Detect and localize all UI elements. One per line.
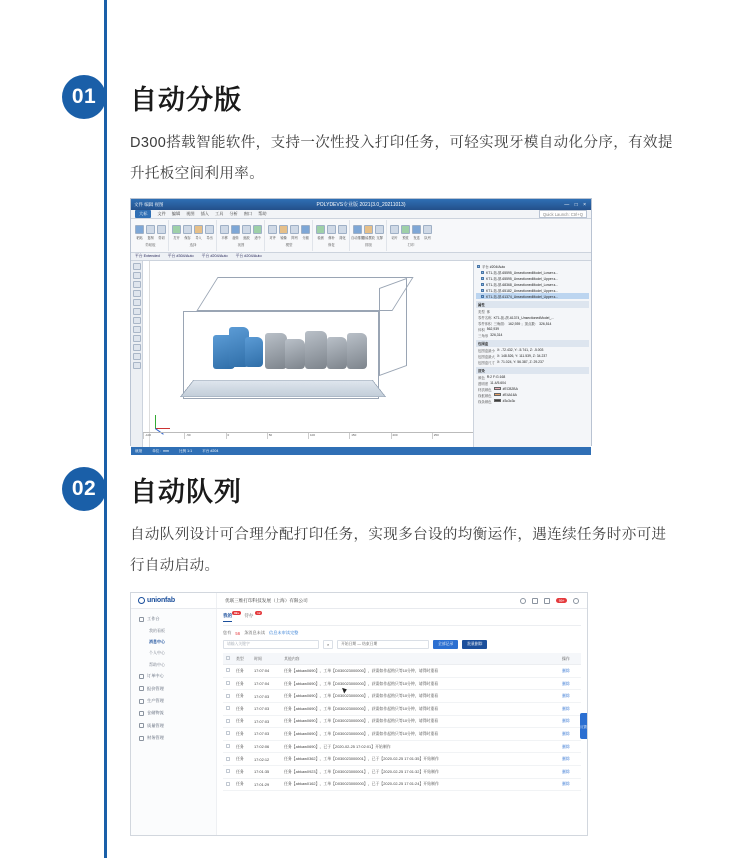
tool-icon-scale[interactable] (133, 290, 141, 297)
row-type: 任务 (233, 690, 251, 703)
webapp-header (131, 593, 587, 609)
swatch-wireframe-color[interactable] (494, 393, 501, 396)
ribbon-icon-paste[interactable]: 粘贴 (135, 225, 144, 241)
bbox-row-1: 包围盒最大 X: 148.526, Y: 111.539, Z: 34.237 (478, 353, 548, 359)
ribbon-icon-preview[interactable]: 预览 (401, 225, 410, 241)
row-content: 任务【abkaw0923】，工单【D030023000001】，已于【2020-02-25 17:01:32】开始制作 (281, 765, 559, 778)
table-row[interactable] (223, 702, 581, 715)
doc-icon (139, 674, 144, 679)
cad-right-panel (473, 261, 591, 447)
menu-item-7[interactable]: 帮助 (258, 211, 267, 216)
row-checkbox[interactable] (223, 728, 233, 741)
section-body-01: D300搭载智能软件，支持一次性投入打印任务，可轻实现牙模自动化分序，有效提升托板空间利用率。 (130, 135, 673, 182)
row-checkbox[interactable] (223, 690, 233, 703)
grid-icon (139, 617, 144, 622)
sidebar-item-label: 订单中心 (147, 673, 164, 679)
ruler-tick-3: 50 (267, 433, 308, 439)
fullscreen-icon[interactable] (544, 598, 550, 604)
note-suffix: 条消息未读 (244, 630, 266, 635)
col-content: 其他内容 (281, 653, 559, 665)
row-type: 任务 (233, 665, 251, 678)
row-time: 17:02:12 (251, 753, 281, 766)
row-time: 17:07:03 (251, 728, 281, 741)
search-icon[interactable] (520, 598, 526, 604)
ribbon-icon-export[interactable]: 导出 (205, 225, 214, 241)
ruler-tick-7: 250 (432, 433, 473, 439)
menu-item-4[interactable]: 工具 (214, 211, 224, 216)
row-type: 任务 (233, 765, 251, 778)
property-row-4: 三角形 326,314 (478, 332, 503, 338)
ribbon-icon-auto-arrange[interactable]: 自动排版 (353, 225, 362, 241)
menu-item-6[interactable]: 窗口 (243, 211, 253, 216)
cad-menu-bar (131, 210, 591, 219)
row-type: 任务 (233, 753, 251, 766)
webapp-sidebar (131, 609, 217, 835)
tool-icon-camera[interactable] (133, 362, 141, 369)
ribbon-icon-slice[interactable]: 切片 (390, 225, 399, 241)
sidebar-item-quotes[interactable] (131, 683, 216, 695)
date-range-input[interactable]: 开始日期 — 结束日期 (337, 640, 429, 649)
sidebar-subitem-profile[interactable]: 个人中心 (149, 650, 165, 656)
ribbon-icon-pan[interactable]: 平移 (220, 225, 229, 241)
ribbon-group-label-0: 剪贴板 (145, 242, 156, 247)
status-item-1: 单位：mm (152, 448, 169, 453)
header-icons (520, 598, 587, 604)
row-delete-link[interactable]: 删除 (559, 702, 581, 715)
ribbon-icon-save[interactable]: 保存 (183, 225, 192, 241)
ribbon-icon-detect[interactable]: 检测 (316, 225, 325, 241)
row-time: 17:01:35 (251, 765, 281, 778)
path-item-1[interactable]: 平台 #304/Auto (167, 254, 194, 258)
status-item-3: 平台 #204 (202, 448, 219, 453)
tool-icon-move[interactable] (133, 272, 141, 279)
ribbon-group-label-1: 选择 (189, 242, 197, 247)
sidebar-item-label: 报价管理 (147, 685, 164, 691)
ribbon-group-3 (266, 220, 313, 251)
path-item-0[interactable]: 平台 Extended (135, 254, 160, 258)
row-type: 任务 (233, 728, 251, 741)
row-delete-link[interactable]: 删除 (559, 728, 581, 741)
tree-root[interactable]: 平台 #204/Auto (476, 263, 589, 269)
keyword-input[interactable]: 请输入关键字 (223, 640, 319, 649)
ruler-tick-2: 0 (226, 433, 267, 439)
sidebar-item-label: 财务管理 (147, 735, 164, 741)
ruler-tick-1: -50 (184, 433, 225, 439)
ribbon-icon-zoom[interactable]: 缩放 (242, 225, 251, 241)
model-gray-4[interactable] (327, 337, 347, 369)
row-delete-link[interactable]: 删除 (559, 715, 581, 728)
table-row[interactable] (223, 677, 581, 690)
coin-icon (139, 736, 144, 741)
sidebar-item-label: 仓储物流 (147, 710, 164, 716)
check-icon (139, 723, 144, 728)
render-row-2: 材质颜色 #ECB2BA (478, 386, 518, 392)
table-row[interactable] (223, 740, 581, 753)
tab-mine[interactable]: 我的 99+ (223, 613, 232, 622)
build-platter (180, 380, 386, 397)
ribbon-icon-align[interactable]: 对齐 (268, 225, 277, 241)
row-delete-link[interactable]: 删除 (559, 677, 581, 690)
row-checkbox[interactable] (223, 765, 233, 778)
note-prefix: 您有 (223, 630, 232, 635)
ruler-tick-6: 200 (391, 433, 432, 439)
row-checkbox[interactable] (223, 740, 233, 753)
build-volume-box (177, 277, 409, 405)
ribbon-group-label-6: 打印 (407, 242, 415, 247)
row-time: 17:01:29 (251, 778, 281, 791)
ribbon-icon-smart-place[interactable]: 智能摆放 (364, 225, 373, 241)
section-number-01: 01 (62, 75, 106, 119)
bbox-row-2: 包围盒尺寸 X: 71.024, Y: 56.387, Z: 29.237 (478, 359, 544, 365)
row-checkbox[interactable] (223, 702, 233, 715)
swatch-line-color[interactable] (494, 399, 501, 402)
cad-status-bar (131, 447, 591, 455)
ribbon-icon-simplify[interactable]: 简化 (338, 225, 347, 241)
row-delete-link[interactable]: 删除 (559, 778, 581, 791)
row-content: 任务【abkaw0690】，工单【D030023000000】，获需如作起购只等10分钟，请得时重看 (281, 715, 559, 728)
section-title-02: 自动队列 (130, 477, 242, 507)
model-gray-3[interactable] (305, 331, 327, 369)
ruler-tick-0: -100 (143, 433, 184, 439)
render-row-3: 线框颜色 #E4A16A (478, 392, 517, 398)
tool-icon-select[interactable] (133, 263, 141, 270)
tree-item-2[interactable]: KT1-拓-颌-68368_UnsectionedModel_Lower.s... (476, 281, 589, 287)
note-link[interactable]: 信息未审读完整 (269, 630, 299, 635)
cad-workspace (131, 261, 591, 447)
section-number-02: 02 (62, 467, 106, 511)
render-row-0: 颜色 R:2 F:G:168 (478, 374, 506, 380)
ribbon-icon-rotate[interactable]: 旋转 (231, 225, 240, 241)
sidebar-subitem-help[interactable]: 帮助中心 (149, 661, 165, 667)
property-panel-header: 属性 (476, 301, 589, 308)
table-row[interactable] (223, 715, 581, 728)
cad-title-bar (131, 199, 591, 210)
tree-item-4-selected[interactable]: KT1-拓-颌-61374_UnsectionedModel_Upper.s... (476, 293, 589, 299)
table-row[interactable] (223, 728, 581, 741)
tool-icon-section[interactable] (133, 308, 141, 315)
unread-note (223, 630, 581, 636)
row-checkbox[interactable] (223, 778, 233, 791)
logo-text: unionfab (147, 597, 175, 604)
model-gray-2[interactable] (285, 339, 305, 369)
ribbon-group-label-2: 视图 (237, 242, 245, 247)
logo-mark-icon (138, 597, 145, 604)
row-checkbox[interactable] (223, 715, 233, 728)
ribbon-group-2 (218, 220, 265, 251)
messages-table (223, 653, 581, 791)
ribbon-icon-mirror[interactable]: 镜像 (279, 225, 288, 241)
ribbon-icon-copy[interactable]: 复制 (146, 225, 155, 241)
ribbon-group-1 (170, 220, 217, 251)
row-time: 17:07:04 (251, 677, 281, 690)
tool-icon-color[interactable] (133, 335, 141, 342)
sidebar-item-production[interactable] (131, 695, 216, 707)
tool-icon-support[interactable] (133, 317, 141, 324)
app-logo[interactable] (131, 593, 217, 608)
row-content: 任务【abkaw0690】，工单【D030023000000】，获需如作起购只等10分钟，请得时重看 (281, 677, 559, 690)
cad-title-text: POLYDEVS专业版 2021(3.0_20211013) (316, 202, 406, 208)
row-time: 17:07:03 (251, 702, 281, 715)
path-item-2[interactable]: 平台 #204/Auto (201, 254, 228, 258)
row-type: 任务 (233, 740, 251, 753)
menu-item-3[interactable]: 插入 (200, 211, 209, 216)
horizontal-ruler (143, 432, 473, 439)
col-checkbox[interactable] (223, 653, 233, 665)
avatar[interactable] (573, 598, 579, 604)
menu-item-0[interactable]: 文件 (157, 211, 166, 216)
row-time: 17:07:03 (251, 715, 281, 728)
note-count: 56 (235, 630, 241, 636)
ribbon-icon-array[interactable]: 阵列 (290, 225, 299, 241)
quick-launch-input[interactable]: Quick Launch: Ctrl+Q (539, 210, 587, 218)
sidebar-subitem-board[interactable]: 我的看板 (149, 627, 165, 633)
tree-item-3[interactable]: KT1-拓-颌-65182_UnsectionedModel_Upper.s... (476, 287, 589, 293)
menu-item-5[interactable]: 分析 (229, 211, 238, 216)
table-row[interactable] (223, 778, 581, 791)
box-icon (139, 711, 144, 716)
row-time: 17:07:03 (251, 690, 281, 703)
row-delete-link[interactable]: 删除 (559, 665, 581, 678)
tool-icon-rotate[interactable] (133, 281, 141, 288)
row-type: 任务 (233, 778, 251, 791)
filter-bar (223, 640, 581, 649)
row-delete-link[interactable]: 删除 (559, 740, 581, 753)
tool-icon-measure[interactable] (133, 299, 141, 306)
tool-icon-label[interactable] (133, 326, 141, 333)
webapp-body (131, 609, 587, 835)
notification-badge[interactable]: 99+ (556, 598, 567, 603)
webapp-content (217, 609, 587, 835)
webapp-screenshot (130, 592, 588, 836)
company-name: 优联三维打印科技发展（上海）有限公司 (225, 597, 308, 603)
ribbon-icon-fit[interactable]: 适中 (253, 225, 262, 241)
timeline-line (104, 0, 107, 858)
render-panel-header: 渲染 (476, 367, 589, 374)
section-body-02: 自动队列设计可合理分配打印任务，实现多台设的均衡运作，遇连续任务时亦可进行自动启动。 (130, 527, 667, 574)
row-delete-link[interactable]: 删除 (559, 690, 581, 703)
axis-indicator (155, 411, 175, 429)
tool-icon-grid[interactable] (133, 344, 141, 351)
search-icon-button[interactable]: ⌕ (323, 640, 333, 649)
render-row-4: 线条颜色 #3c3c3c (478, 398, 516, 404)
tab-badge-todo: 12 (257, 610, 261, 615)
row-content: 任务【abkaw0162】，工单【D030023000000】，已于【2020-02-25 17:01:24】开始制作 (281, 778, 559, 791)
row-checkbox[interactable] (223, 665, 233, 678)
render-row-1: 透明度 11.4/5.604 (478, 380, 506, 386)
ribbon-icon-import[interactable]: 导入 (194, 225, 203, 241)
ribbon-group-0 (133, 220, 169, 251)
batch-delete-button[interactable]: 批量删除 (462, 640, 487, 649)
property-row-2: 零件体积 三角面： 162,939 ；顶点数： 326,514 (478, 321, 552, 326)
row-time: 17:07:04 (251, 665, 281, 678)
row-delete-link[interactable]: 删除 (559, 753, 581, 766)
cad-path-bar (131, 253, 591, 261)
status-item-2: 比例 1:1 (178, 448, 193, 453)
cad-left-toolbar[interactable] (131, 261, 143, 447)
tool-icon-light[interactable] (133, 353, 141, 360)
row-time: 17:02:06 (251, 740, 281, 753)
table-row[interactable] (223, 753, 581, 766)
row-type: 任务 (233, 715, 251, 728)
sidebar-item-warehouse[interactable] (131, 707, 216, 719)
status-item-0: 就绪 (135, 448, 143, 453)
bbox-row-0: 包围盒最小 X: -72.432, Y: -5.741, Z: -5.003 (478, 347, 544, 353)
table-row[interactable] (223, 765, 581, 778)
property-row-0: 类型 体 (478, 309, 491, 314)
cad-3d-viewport[interactable] (143, 261, 473, 447)
cad-ribbon (131, 219, 591, 253)
sidebar-item-quality[interactable] (131, 720, 216, 732)
tab-todo[interactable]: 待办 12 (244, 610, 261, 618)
cad-software-screenshot (130, 198, 592, 453)
ribbon-icon-queue[interactable]: 队列 (423, 225, 432, 241)
ribbon-group-label-3: 模型 (285, 242, 293, 247)
col-action: 操作 (559, 653, 581, 665)
row-content: 任务【abkaw0690】，工单【D030023000000】，获需如作起购只等10分钟，请得时重看 (281, 665, 559, 678)
ribbon-icon-open[interactable]: 打开 (172, 225, 181, 241)
sidebar-item-finance[interactable] (131, 732, 216, 744)
row-type: 任务 (233, 702, 251, 715)
path-item-3[interactable]: 平台 #204/Auto (235, 254, 262, 258)
ribbon-icon-support[interactable]: 支撑 (375, 225, 384, 241)
row-content: 任务【abkaw0690】，工单【D030023000000】，获需如作起购只等10分钟，请得时重看 (281, 728, 559, 741)
row-checkbox[interactable] (223, 677, 233, 690)
ribbon-group-6 (388, 220, 434, 251)
bbox-panel-header: 包围盒 (476, 340, 589, 347)
box-side-face (379, 278, 407, 376)
ribbon-icon-repair[interactable]: 修补 (327, 225, 336, 241)
ribbon-group-label-4: 修复 (328, 242, 335, 247)
sidebar-item-orders[interactable] (131, 670, 216, 682)
ribbon-icon-cut[interactable]: 剪切 (157, 225, 166, 241)
tree-item-0[interactable]: KT1-拓-颌-65595_UnsectionedModel_Lower.s... (476, 269, 589, 275)
row-content: 任务【abkaw0690】，已于【2020-02-25 17:02:01】开始制作 (281, 740, 559, 753)
model-gray-5[interactable] (347, 333, 367, 369)
ribbon-group-5 (351, 220, 387, 251)
table-row[interactable] (223, 690, 581, 703)
tree-item-1[interactable]: KT1-拓-颌-65595_UnsectionedModel_Upper.s... (476, 275, 589, 281)
row-checkbox[interactable] (223, 753, 233, 766)
row-type: 任务 (233, 677, 251, 690)
row-content: 任务【abkaw0362】，工单【D030023000001】，已于【2020-02-25 17:01:35】开始制作 (281, 753, 559, 766)
ribbon-icon-send[interactable]: 发送 (412, 225, 421, 241)
model-blue-3[interactable] (245, 337, 263, 367)
property-row-3: 体积 562,939 (478, 326, 500, 332)
window-controls[interactable]: — □ × (564, 201, 588, 208)
content-tabs (223, 610, 581, 626)
table-row[interactable] (223, 665, 581, 678)
menu-tab-active[interactable]: 大标 (135, 210, 151, 218)
row-delete-link[interactable]: 删除 (559, 765, 581, 778)
col-time: 时间 (251, 653, 281, 665)
sidebar-item-label: 质量管理 (147, 722, 164, 728)
cog-icon (139, 699, 144, 704)
tag-icon (139, 686, 144, 691)
row-content: 任务【abkaw0690】，工单【D030023000000】，获需如作起购只等10分钟，请得时重看 (281, 690, 559, 703)
model-gray-1[interactable] (265, 333, 287, 369)
cad-title-left: 文件 编辑 视图 (134, 201, 164, 207)
ribbon-icon-split[interactable]: 分割 (301, 225, 310, 241)
sidebar-subitem-messages[interactable]: 消息中心 (149, 639, 165, 645)
ribbon-group-label-5: 排版 (365, 242, 372, 247)
query-all-button[interactable]: 全部记录 (433, 640, 458, 649)
tab-badge-mine: 99+ (234, 610, 240, 615)
sidebar-item-label: 工作台 (147, 616, 160, 622)
col-type: 类型 (233, 653, 251, 665)
section-title-01: 自动分版 (130, 85, 242, 115)
vertical-ruler (143, 261, 150, 447)
feedback-tab[interactable]: 反馈 (580, 713, 587, 739)
ribbon-group-4 (314, 220, 350, 251)
sidebar-item-workbench[interactable] (131, 613, 216, 625)
table-header-row (223, 653, 581, 665)
ruler-tick-4: 100 (308, 433, 349, 439)
property-row-1: 零件名称 KT1-拓-颌-61374_UnsectionedModel_... (478, 315, 555, 320)
bookmark-icon[interactable] (532, 598, 538, 604)
row-content: 任务【abkaw0690】，工单【D030023000000】，获需如作起购只等10分钟，请得时重看 (281, 702, 559, 715)
ruler-tick-5: 150 (349, 433, 390, 439)
swatch-material-color[interactable] (494, 387, 501, 390)
menu-item-2[interactable]: 视图 (186, 211, 195, 216)
menu-item-1[interactable]: 编辑 (171, 211, 181, 216)
sidebar-item-label: 生产管理 (147, 698, 164, 704)
